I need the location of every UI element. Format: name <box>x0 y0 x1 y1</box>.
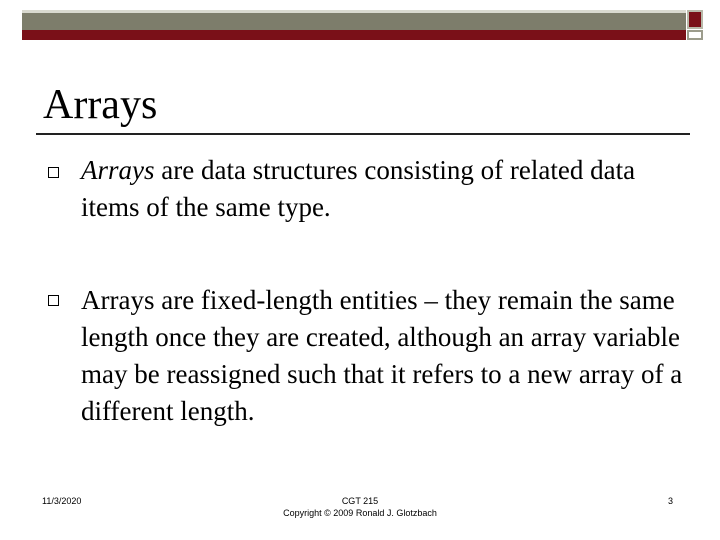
bullet-square-icon <box>48 167 59 178</box>
footer-course: CGT 215 <box>341 496 379 506</box>
bullet-item-1 <box>81 152 691 226</box>
bullet-text: Arrays are fixed-length entities – they remain the same length once they are created, although an array variable may be reassigned such that it refers to a new array of a different length. <box>81 285 683 426</box>
footer-course-info <box>260 495 460 519</box>
bullet-emphasis: Arrays <box>81 155 155 185</box>
footer-copyright: Copyright © 2009 Ronald J. Glotzbach <box>283 508 437 518</box>
bullet-item-2 <box>81 282 691 430</box>
bullet-text: are data structures consisting of related data items of the same type. <box>81 155 636 222</box>
footer-date: 11/3/2020 <box>42 496 82 506</box>
header-corner-accent <box>687 10 703 29</box>
bullet-square-icon <box>48 295 59 306</box>
header-decoration-bar <box>22 10 686 40</box>
slide-title: Arrays <box>43 82 158 128</box>
footer-page-number: 3 <box>668 496 674 506</box>
header-corner-box <box>687 30 703 40</box>
title-divider <box>36 133 690 135</box>
